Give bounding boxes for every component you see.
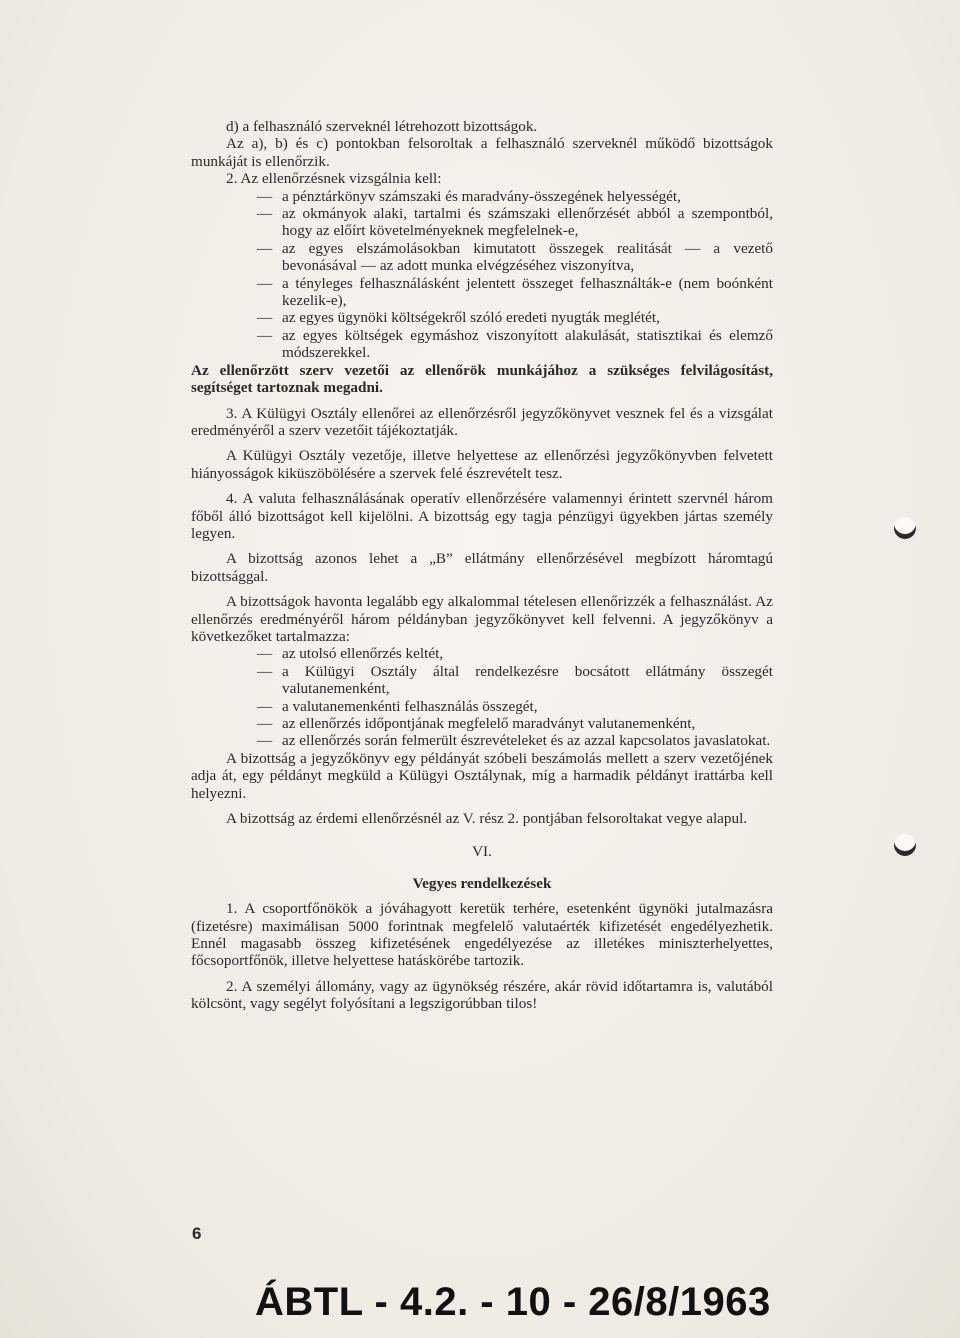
list-item: — a pénztárkönyv számszaki és maradvány-összegének helyességét,	[257, 187, 681, 205]
archive-reference: ÁBTL - 4.2. - 10 - 26/8/1963	[255, 1280, 771, 1324]
document-body	[191, 118, 773, 1013]
paragraph-head-of-dept: A Külügyi Osztály vezetője, illetve helyettese az ellenőrzési jegyzőkönyvben felvetett hiányosságok kiküszöbölésére a szervek felé észrevételt tesz.	[191, 447, 773, 482]
list-item: — a tényleges felhasználásként jelentett összeget felhasználták-e (nem boónként kezelik-e),	[257, 274, 773, 310]
report-contents-list	[191, 645, 773, 749]
list-item: — az egyes ügynöki költségekről szóló eredeti nyugták meglétét,	[257, 309, 660, 327]
paragraph-d: d) a felhasználó szerveknél létrehozott bizottságok.	[226, 118, 538, 135]
list-item: — az okmányok alaki, tartalmi és számszaki ellenőrzését abból a szempontból, hogy az előírt követelményeknek megfelelnek-e,	[257, 205, 773, 240]
paragraph-4: 4. A valuta felhasználásának operatív ellenőrzésére valamennyi érintett szervnél három főből álló bizottságot kell kijelölni. A bizottság egy tagja pénzügyi ügyekben jártas személy legyen.	[191, 490, 773, 542]
inspection-list	[191, 188, 773, 362]
paragraph-copies: A bizottság a jegyzőkönyv egy példányát szóbeli beszámolás mellett a szerv vezetőjének adja át, egy példányt megküld a Külügyi Osztálynak, míg a harmadik példányt irattárba kell helyezni.	[191, 749, 773, 802]
paragraph-monthly-check: A bizottságok havonta legalább egy alkalommal tételesen ellenőrizzék a felhasználást. Az ellenőrzés eredményéről három példányban jegyzőkönyvet kell felvenni. A jegyzőkönyv a következőket tartalmazza:	[191, 593, 773, 645]
list-item: — az ellenőrzés időpontjának megfelelő maradványt valutanemenként,	[257, 715, 696, 732]
bold-paragraph: Az ellenőrzött szerv vezetői az ellenőrök munkájához a szükséges felvilágosítást, segítséget tartoznak megadni.	[191, 361, 773, 397]
list-item: — az utolsó ellenőrzés keltét,	[257, 645, 444, 663]
paragraph-substantive-check: A bizottság az érdemi ellenőrzésnél az V. rész 2. pontjában felsoroltakat vegye alapul.	[226, 810, 748, 828]
page-number: 6	[192, 1224, 202, 1243]
paragraph-committees: Az a), b) és c) pontokban felsoroltak a felhasználó szerveknél működő bizottságok munkáját is ellenőrzik.	[191, 135, 773, 170]
section-title: Vegyes rendelkezések	[412, 874, 552, 892]
list-item: — a valutanemenkénti felhasználás összegét,	[257, 697, 538, 715]
section-number: VI.	[472, 843, 492, 861]
list-item: — az egyes költségek egymáshoz viszonyított alakulását, statisztikai és elemző módszerekkel.	[257, 326, 773, 362]
paragraph-vi-1: 1. A csoportfőnökök a jóváhagyott keretük terhére, esetenként ügynöki jutalmazásra (fizetésre) maximálisan 5000 forintnak megfelelő valutaérték kifizetését engedélyezhetik. Ennél magasabb összeg kifizetésének engedélyezése az illetékes miniszterhelyettes, főcsoportfőnök, illetve helyettese hatáskörébe tartozik.	[191, 900, 773, 970]
paragraph-b-allowance: A bizottság azonos lehet a „B” ellátmány ellenőrzésével megbízott háromtagú bizottsággal.	[191, 550, 773, 585]
paragraph-2-heading: 2. Az ellenőrzésnek vizsgálnia kell:	[226, 170, 442, 188]
list-item: — az egyes elszámolásokban kimutatott összegek realitását — a vezető bevonásával — az adott munka elvégzéséhez viszonyítva,	[257, 239, 773, 275]
punch-hole-icon	[894, 834, 916, 856]
list-item: — a Külügyi Osztály által rendelkezésre bocsátott ellátmány összegét valutanemenként,	[257, 662, 773, 698]
paragraph-3: 3. A Külügyi Osztály ellenőrei az ellenőrzésről jegyzőkönyvet vesznek fel és a vizsgálat eredményéről a szerv vezetőit tájékoztatják.	[191, 404, 773, 439]
list-item: — az ellenőrzés során felmerült észrevételeket és az azzal kapcsolatos javaslatokat.	[257, 732, 771, 750]
paragraph-vi-2: 2. A személyi állomány, vagy az ügynökség részére, akár rövid időtartamra is, valutából kölcsönt, vagy segélyt folyósítani a legszigorúbban tilos!	[191, 977, 773, 1013]
punch-hole-icon	[894, 517, 916, 539]
